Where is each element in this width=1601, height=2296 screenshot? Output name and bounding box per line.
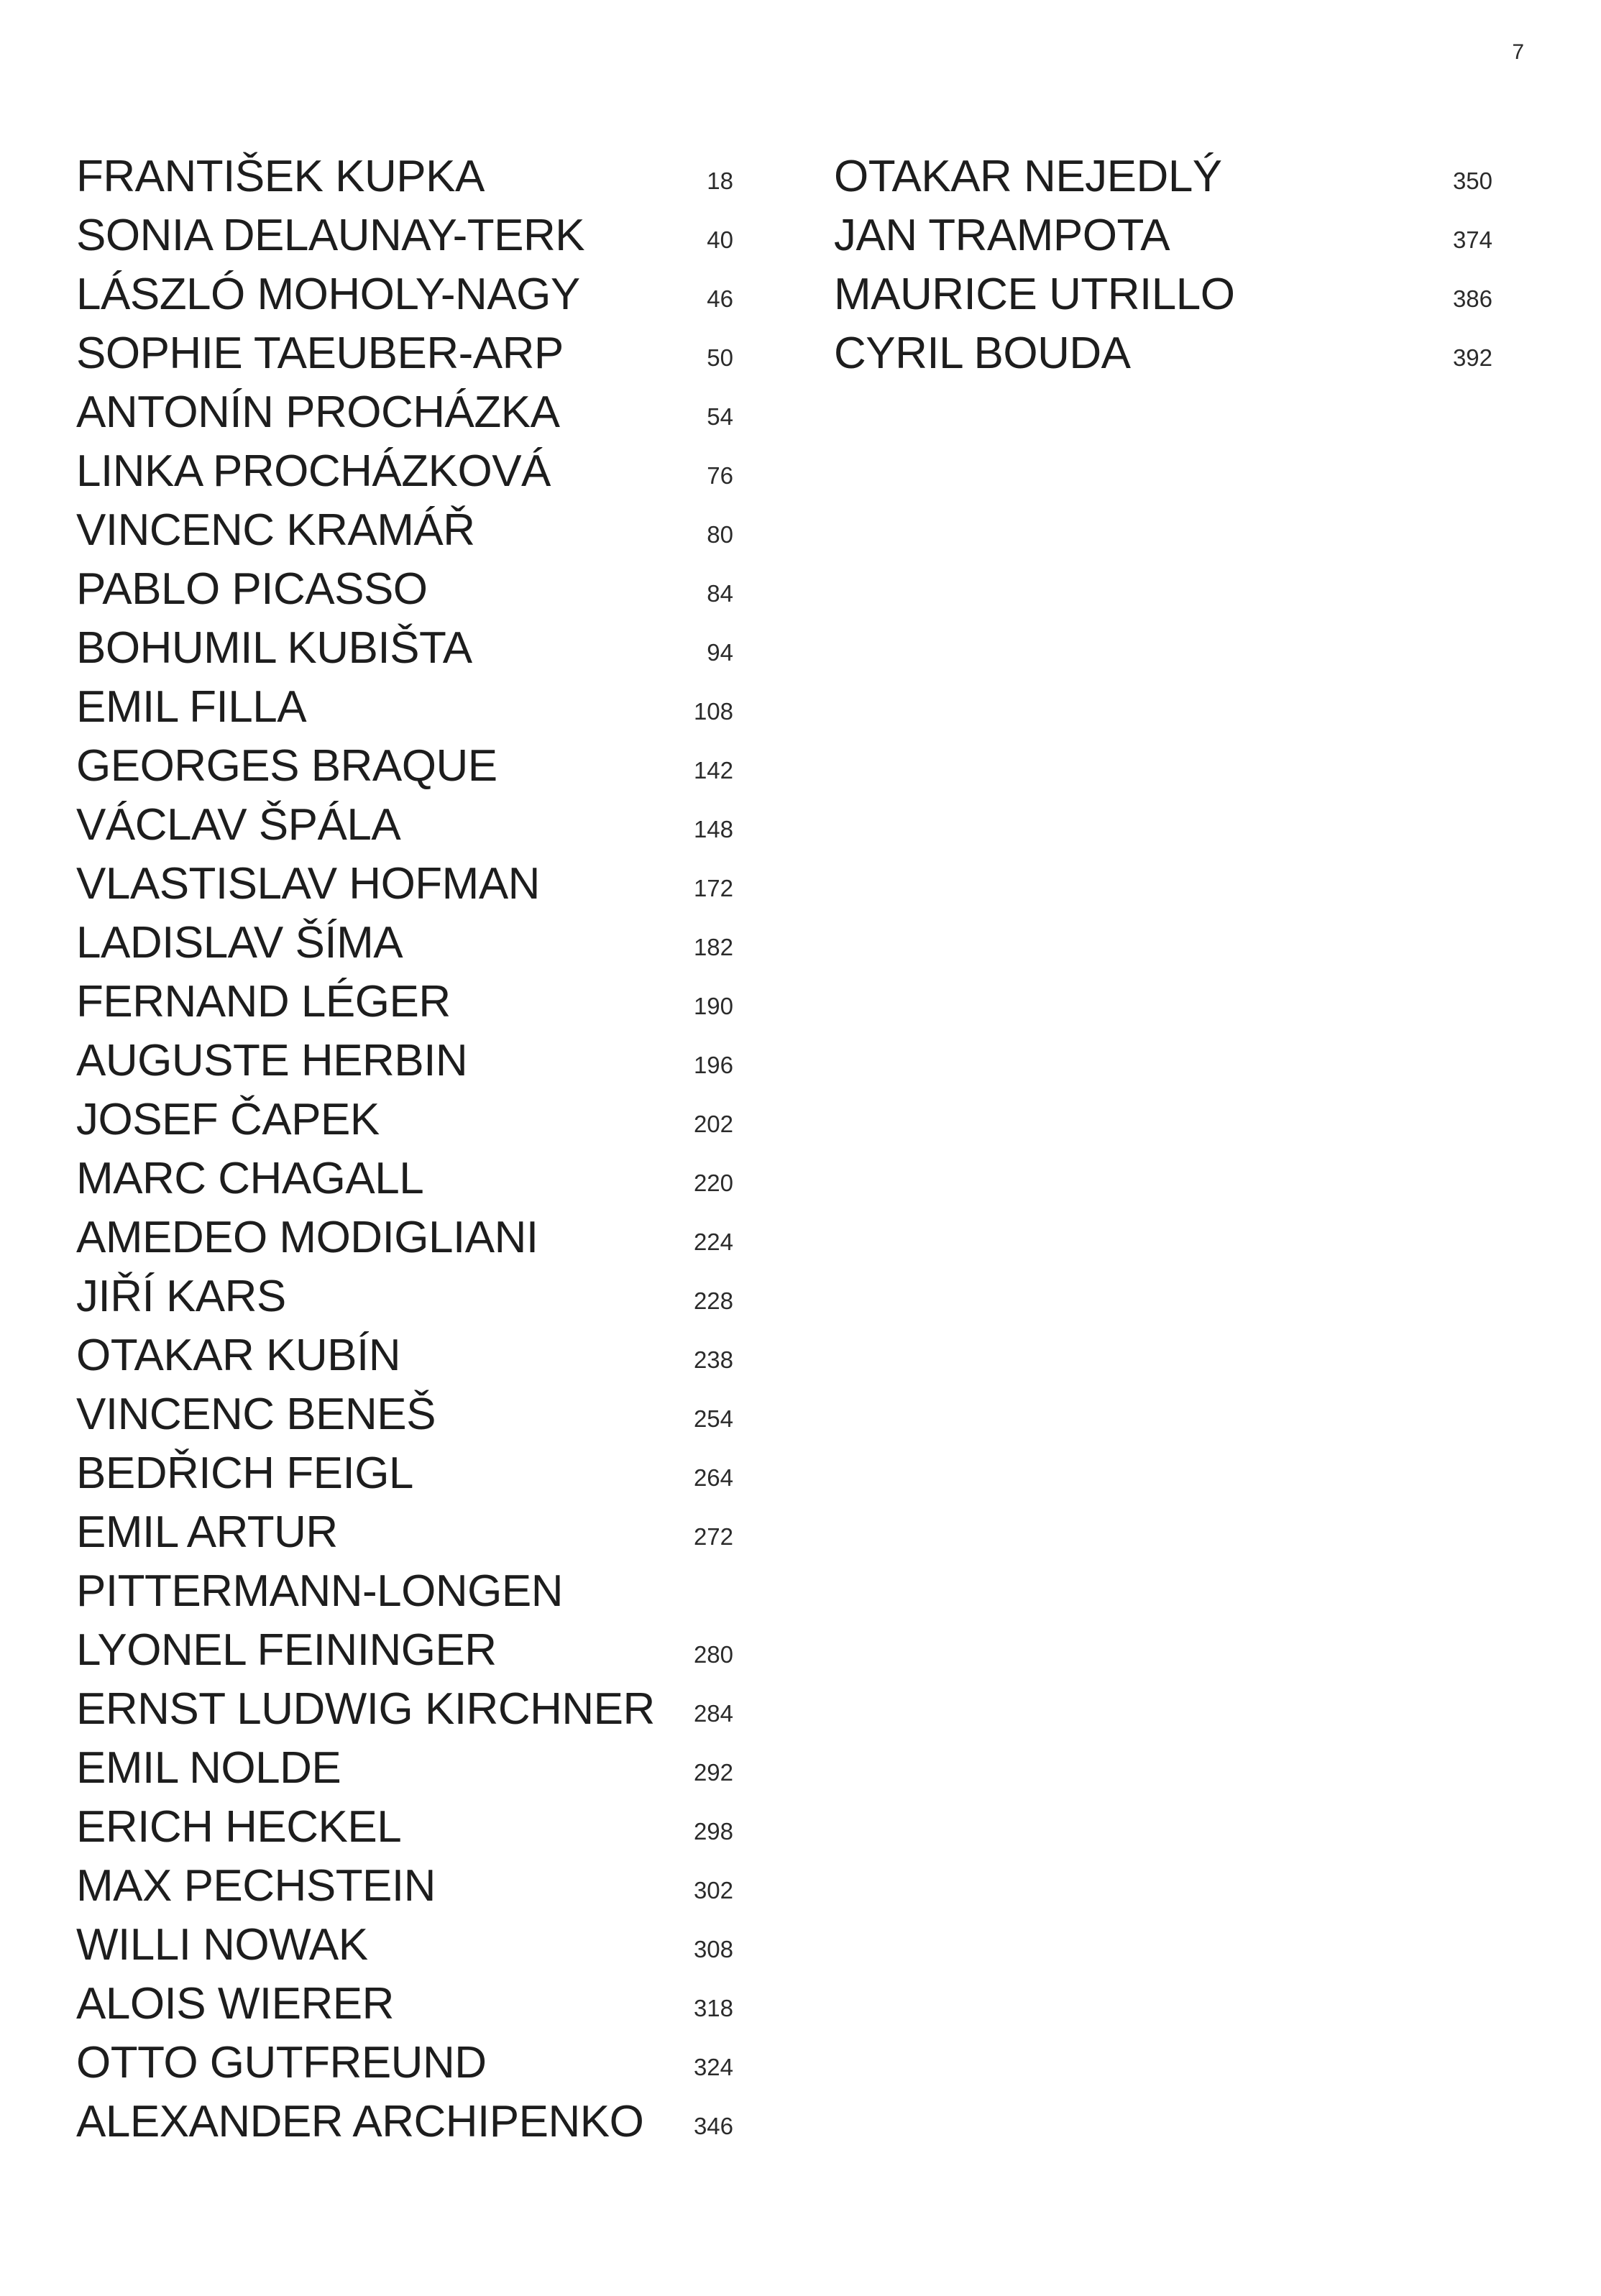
entry-page-number: 80: [707, 521, 733, 548]
contents-entry: [76, 2093, 745, 2152]
artist-name: EMIL NOLDE: [76, 1743, 341, 1793]
entry-page-number: 172: [693, 875, 733, 901]
entry-page-number: 238: [693, 1346, 733, 1373]
artist-name: PABLO PICASSO: [76, 564, 428, 614]
contents-entry: [76, 147, 745, 206]
artist-name: EMIL ARTUR PITTERMANN-LONGEN: [76, 1507, 563, 1616]
artist-name: BOHUMIL KUBIŠTA: [76, 623, 472, 673]
artist-name: VINCENC BENEŠ: [76, 1390, 436, 1439]
artist-name: FERNAND LÉGER: [76, 977, 451, 1027]
entry-page-number: 350: [1452, 167, 1492, 194]
entry-page-number: 346: [693, 2113, 733, 2139]
artist-name: CYRIL BOUDA: [834, 329, 1131, 378]
entry-page-number: 386: [1452, 285, 1492, 312]
entry-page-number: 280: [693, 1641, 733, 1668]
artist-name: ANTONÍN PROCHÁZKA: [76, 387, 560, 437]
artist-name: FRANTIŠEK KUPKA: [76, 152, 485, 201]
contents-entry: [76, 1385, 745, 1444]
entry-page-number: 84: [707, 580, 733, 607]
entry-page-number: 202: [693, 1111, 733, 1137]
page-number: 7: [1512, 40, 1524, 64]
contents-entry: [76, 1503, 745, 1621]
contents-entry: [76, 1798, 745, 1857]
artist-name: EMIL FILLA: [76, 682, 307, 732]
entry-page-number: 50: [707, 344, 733, 371]
entry-page-number: 228: [693, 1287, 733, 1314]
contents-entry: [76, 855, 745, 914]
contents-entry: [76, 619, 745, 678]
contents-entry: [76, 1208, 745, 1267]
contents-entry: [76, 1739, 745, 1798]
entry-page-number: 190: [693, 993, 733, 1019]
entry-page-number: 298: [693, 1818, 733, 1845]
contents-entry: [76, 1857, 745, 1916]
artist-name: LINKA PROCHÁZKOVÁ: [76, 446, 551, 496]
artist-name: LYONEL FEININGER: [76, 1625, 497, 1675]
artist-name: AMEDEO MODIGLIANI: [76, 1213, 538, 1262]
contents-entry: [76, 265, 745, 324]
contents-entry: [76, 914, 745, 973]
contents-entry: [76, 1916, 745, 1975]
artist-name: OTAKAR KUBÍN: [76, 1331, 401, 1380]
entry-page-number: 108: [693, 698, 733, 725]
contents-entry: [76, 1149, 745, 1208]
artist-name: ERNST LUDWIG KIRCHNER: [76, 1684, 655, 1734]
entry-page-number: 142: [693, 757, 733, 784]
artist-name: SOPHIE TAEUBER-ARP: [76, 329, 564, 378]
entry-page-number: 148: [693, 816, 733, 842]
entry-page-number: 94: [707, 639, 733, 666]
artist-name: ERICH HECKEL: [76, 1802, 402, 1852]
contents-entry: [76, 1032, 745, 1090]
artist-name: SONIA DELAUNAY-TERK: [76, 211, 585, 260]
entry-page-number: 40: [707, 226, 733, 253]
entry-page-number: 54: [707, 403, 733, 430]
artist-name: WILLI NOWAK: [76, 1920, 368, 1970]
artist-name: VÁCLAV ŠPÁLA: [76, 800, 401, 850]
artist-name: JAN TRAMPOTA: [834, 211, 1170, 260]
contents-entry: [76, 1444, 745, 1503]
entry-page-number: 374: [1452, 226, 1492, 253]
contents-entry: [76, 973, 745, 1032]
artist-name: MAURICE UTRILLO: [834, 270, 1235, 319]
artist-name: MARC CHAGALL: [76, 1154, 424, 1203]
artist-name: JIŘÍ KARS: [76, 1272, 286, 1321]
entry-page-number: 46: [707, 285, 733, 312]
contents-entry: [76, 1326, 745, 1385]
contents-column-left: [76, 147, 745, 2152]
entry-page-number: 318: [693, 1995, 733, 2021]
contents-entry: [76, 383, 745, 442]
contents-entry: [76, 1621, 745, 1680]
entry-page-number: 182: [693, 934, 733, 960]
contents-entry: [76, 1267, 745, 1326]
artist-name: AUGUSTE HERBIN: [76, 1036, 468, 1085]
contents-entry: [76, 206, 745, 265]
entry-page-number: 392: [1452, 344, 1492, 371]
entry-page-number: 224: [693, 1229, 733, 1255]
entry-page-number: 284: [693, 1700, 733, 1727]
contents-entry: [76, 678, 745, 737]
entry-page-number: 272: [693, 1523, 733, 1550]
artist-name: ALOIS WIERER: [76, 1979, 394, 2029]
artist-name: MAX PECHSTEIN: [76, 1861, 436, 1911]
contents-entry: [76, 737, 745, 796]
contents-entry: [76, 560, 745, 619]
entry-page-number: 254: [693, 1405, 733, 1432]
entry-page-number: 302: [693, 1877, 733, 1904]
contents-entry: [834, 265, 1495, 324]
entry-page-number: 18: [707, 167, 733, 194]
artist-name: VLASTISLAV HOFMAN: [76, 859, 540, 909]
contents-entry: [834, 324, 1495, 383]
artist-name: OTAKAR NEJEDLÝ: [834, 152, 1222, 201]
contents-entry: [834, 206, 1495, 265]
entry-page-number: 76: [707, 462, 733, 489]
artist-name: ALEXANDER ARCHIPENKO: [76, 2097, 644, 2146]
artist-name: GEORGES BRAQUE: [76, 741, 497, 791]
contents-entry: [76, 1680, 745, 1739]
entry-page-number: 308: [693, 1936, 733, 1962]
contents-entry: [76, 501, 745, 560]
contents-entry: [76, 796, 745, 855]
contents-entry: [76, 2034, 745, 2093]
contents-entry: [76, 442, 745, 501]
artist-name: OTTO GUTFREUND: [76, 2038, 487, 2088]
artist-name: JOSEF ČAPEK: [76, 1095, 380, 1144]
artist-name: LADISLAV ŠÍMA: [76, 918, 403, 968]
entry-page-number: 324: [693, 2054, 733, 2080]
entry-page-number: 292: [693, 1759, 733, 1786]
contents-entry: [76, 1975, 745, 2034]
contents-entry: [76, 1090, 745, 1149]
entry-page-number: 264: [693, 1464, 733, 1491]
contents-entry: [834, 147, 1495, 206]
contents-column-right: [834, 147, 1495, 383]
contents-entry: [76, 324, 745, 383]
artist-name: VINCENC KRAMÁŘ: [76, 505, 475, 555]
entry-page-number: 196: [693, 1052, 733, 1078]
artist-name: LÁSZLÓ MOHOLY-NAGY: [76, 270, 580, 319]
artist-name: BEDŘICH FEIGL: [76, 1448, 413, 1498]
entry-page-number: 220: [693, 1170, 733, 1196]
